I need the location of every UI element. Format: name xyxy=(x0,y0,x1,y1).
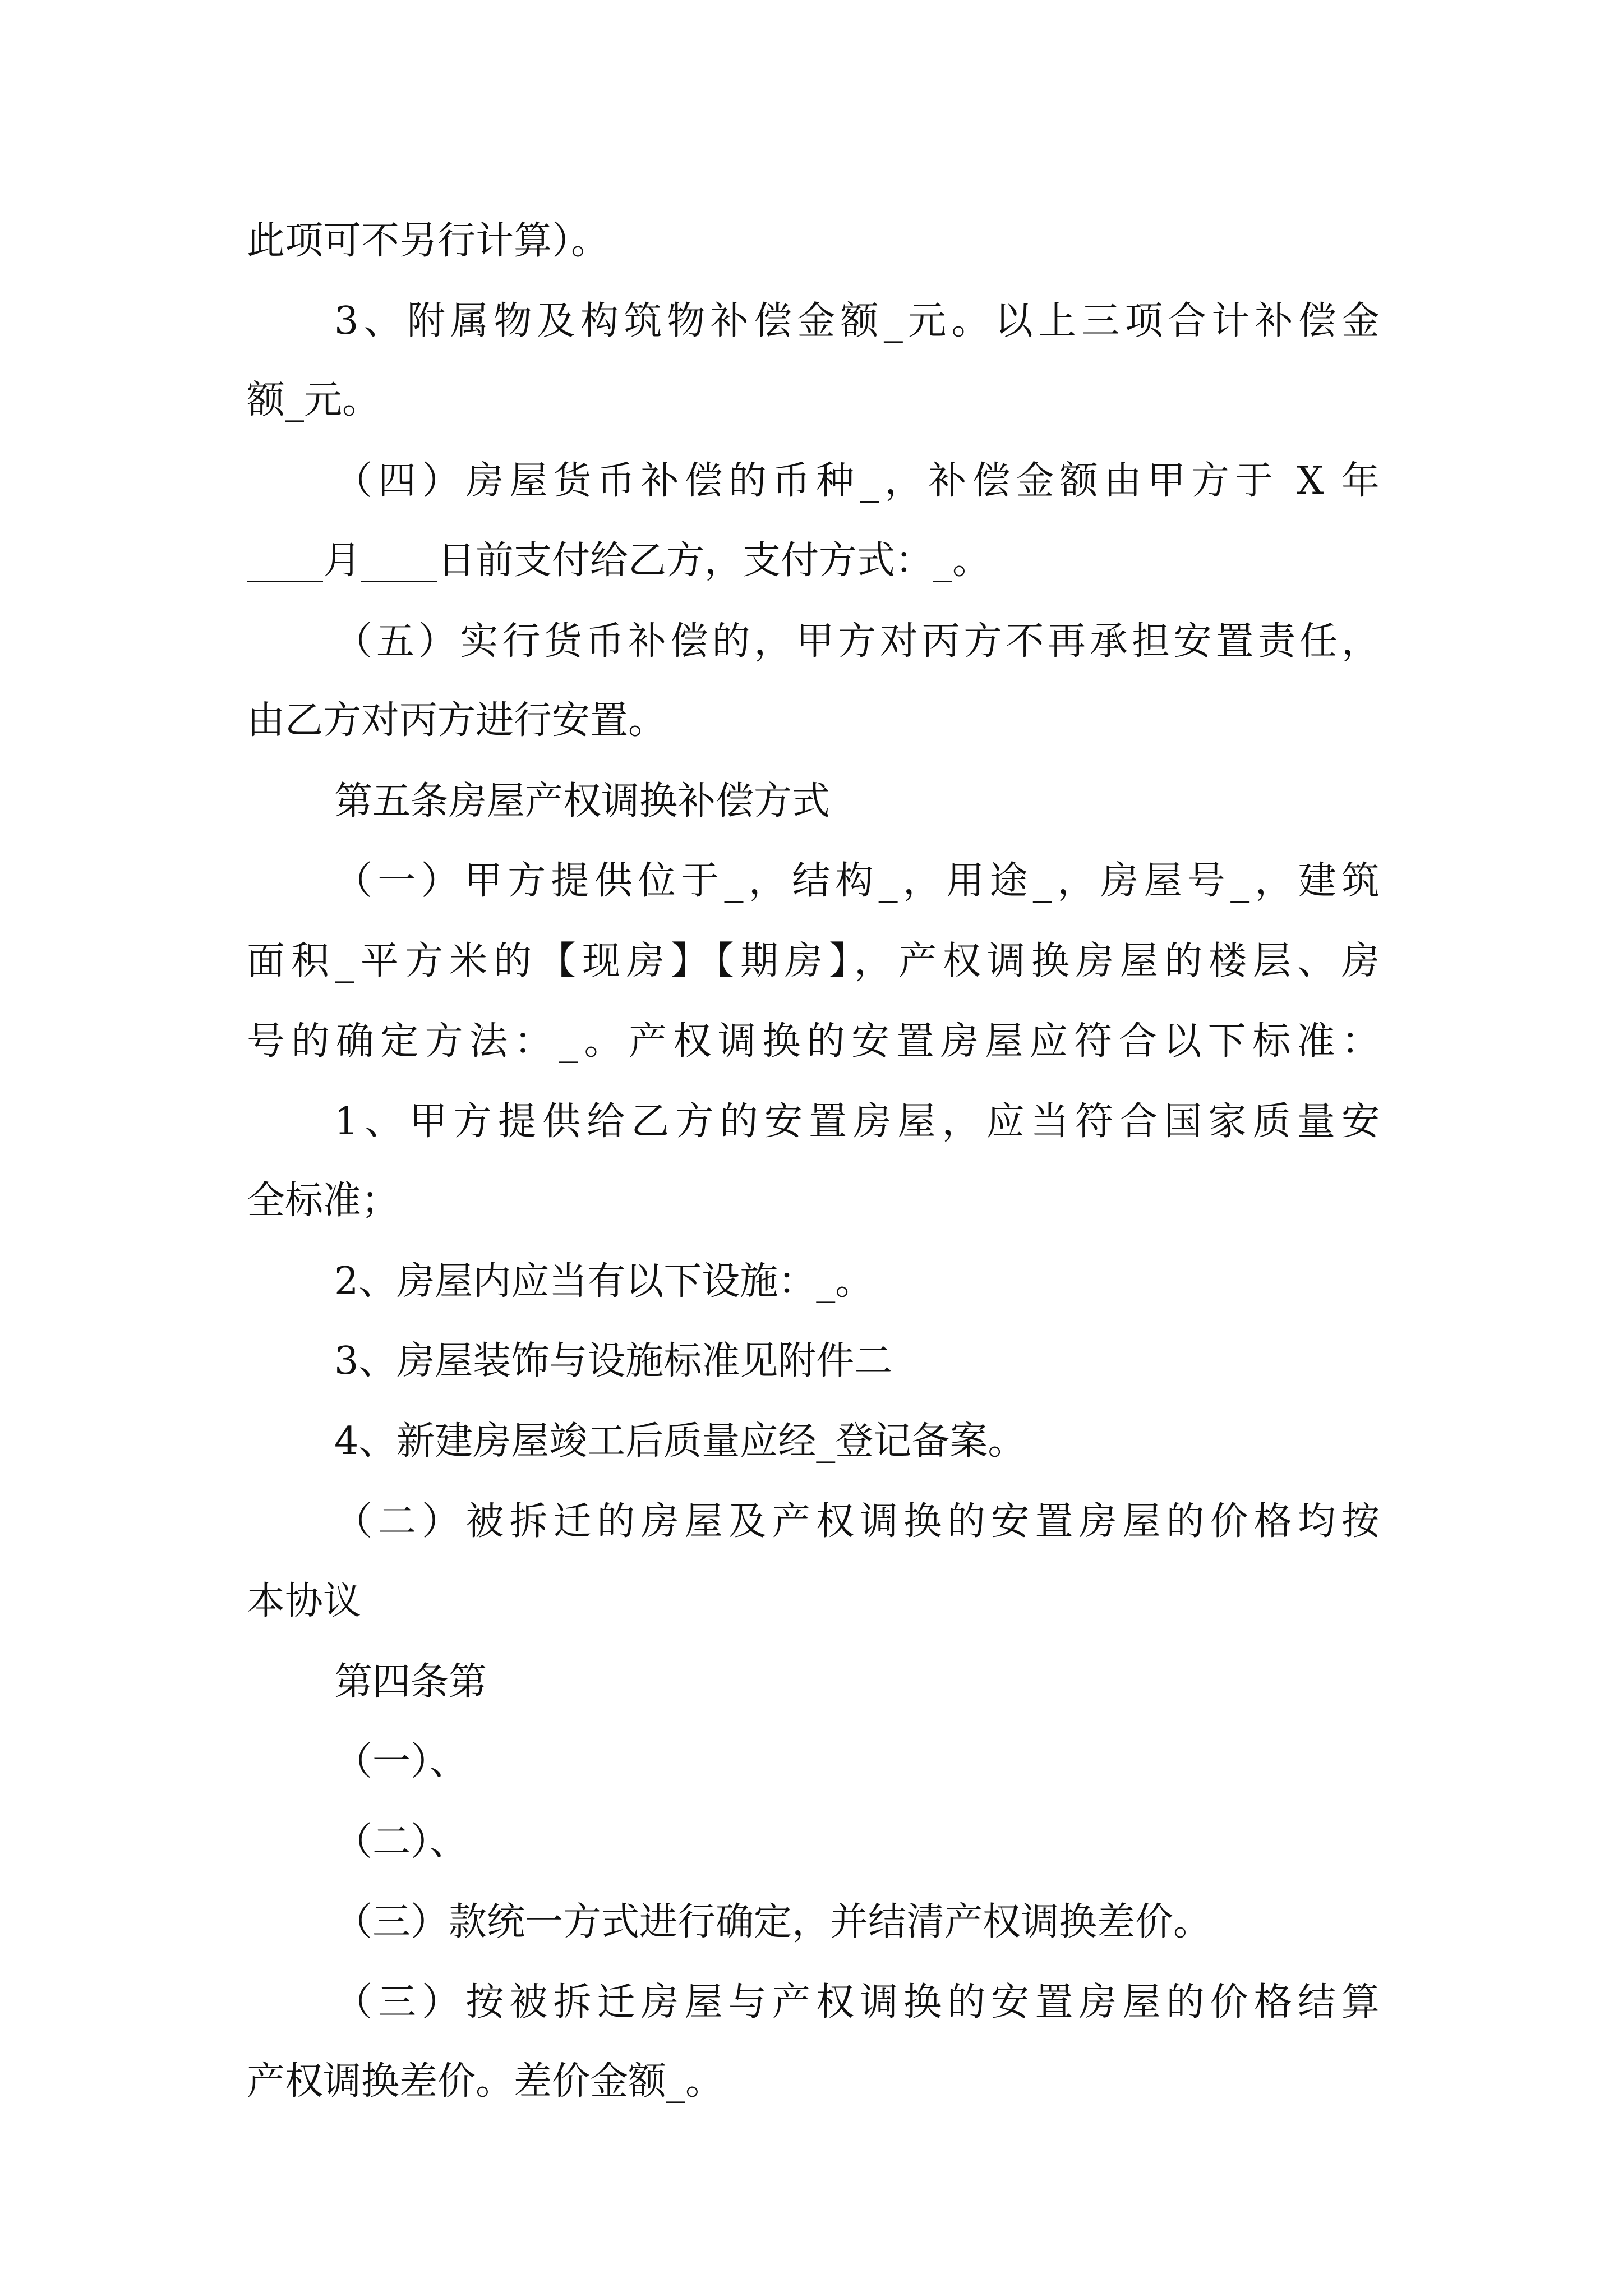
text-line: （一）甲方提供位于_，结构_，用途_，房屋号_，建筑 xyxy=(334,859,1380,903)
text-line: 号的确定方法：_。产权调换的安置房屋应符合以下标准： xyxy=(247,1019,1380,1064)
text-line: （二）、 xyxy=(334,1820,468,1864)
text-line: 2、房屋内应当有以下设施：_。 xyxy=(334,1259,874,1304)
text-line: 额_元。 xyxy=(247,378,381,422)
text-line: ____月____日前支付给乙方，支付方式：_。 xyxy=(247,539,991,583)
text-line: 由乙方对丙方进行安置。 xyxy=(247,698,667,743)
text-line: （五）实行货币补偿的，甲方对丙方不再承担安置责任， xyxy=(334,619,1380,664)
text-line: 面积_平方米的【现房】【期房】，产权调换房屋的楼层、房 xyxy=(247,939,1380,983)
text-line: （三）款统一方式进行确定，并结清产权调换差价。 xyxy=(334,1900,1212,1944)
text-line: 第四条第 xyxy=(334,1660,487,1704)
text-line: 3、附属物及构筑物补偿金额_元。以上三项合计补偿金 xyxy=(334,299,1380,343)
text-line: （四）房屋货币补偿的币种_，补偿金额由甲方于 X 年 xyxy=(334,459,1380,503)
text-line: 本协议 xyxy=(247,1579,362,1623)
text-line: 1、甲方提供给乙方的安置房屋，应当符合国家质量安 xyxy=(334,1099,1380,1144)
text-line: 产权调换差价。差价金额_。 xyxy=(247,2059,724,2104)
text-line: （三）按被拆迁房屋与产权调换的安置房屋的价格结算 xyxy=(334,1980,1380,2024)
section-heading: 第五条房屋产权调换补偿方式 xyxy=(334,779,831,823)
text-line: 此项可不另行计算）。 xyxy=(247,219,610,263)
text-line: （二）被拆迁的房屋及产权调换的安置房屋的价格均按 xyxy=(334,1499,1380,1544)
text-line: （一）、 xyxy=(334,1740,468,1784)
text-line: 全标准； xyxy=(247,1179,400,1223)
text-line: 4、新建房屋竣工后质量应经_登记备案。 xyxy=(334,1419,1026,1464)
text-line: 3、房屋装饰与设施标准见附件二 xyxy=(334,1339,893,1383)
